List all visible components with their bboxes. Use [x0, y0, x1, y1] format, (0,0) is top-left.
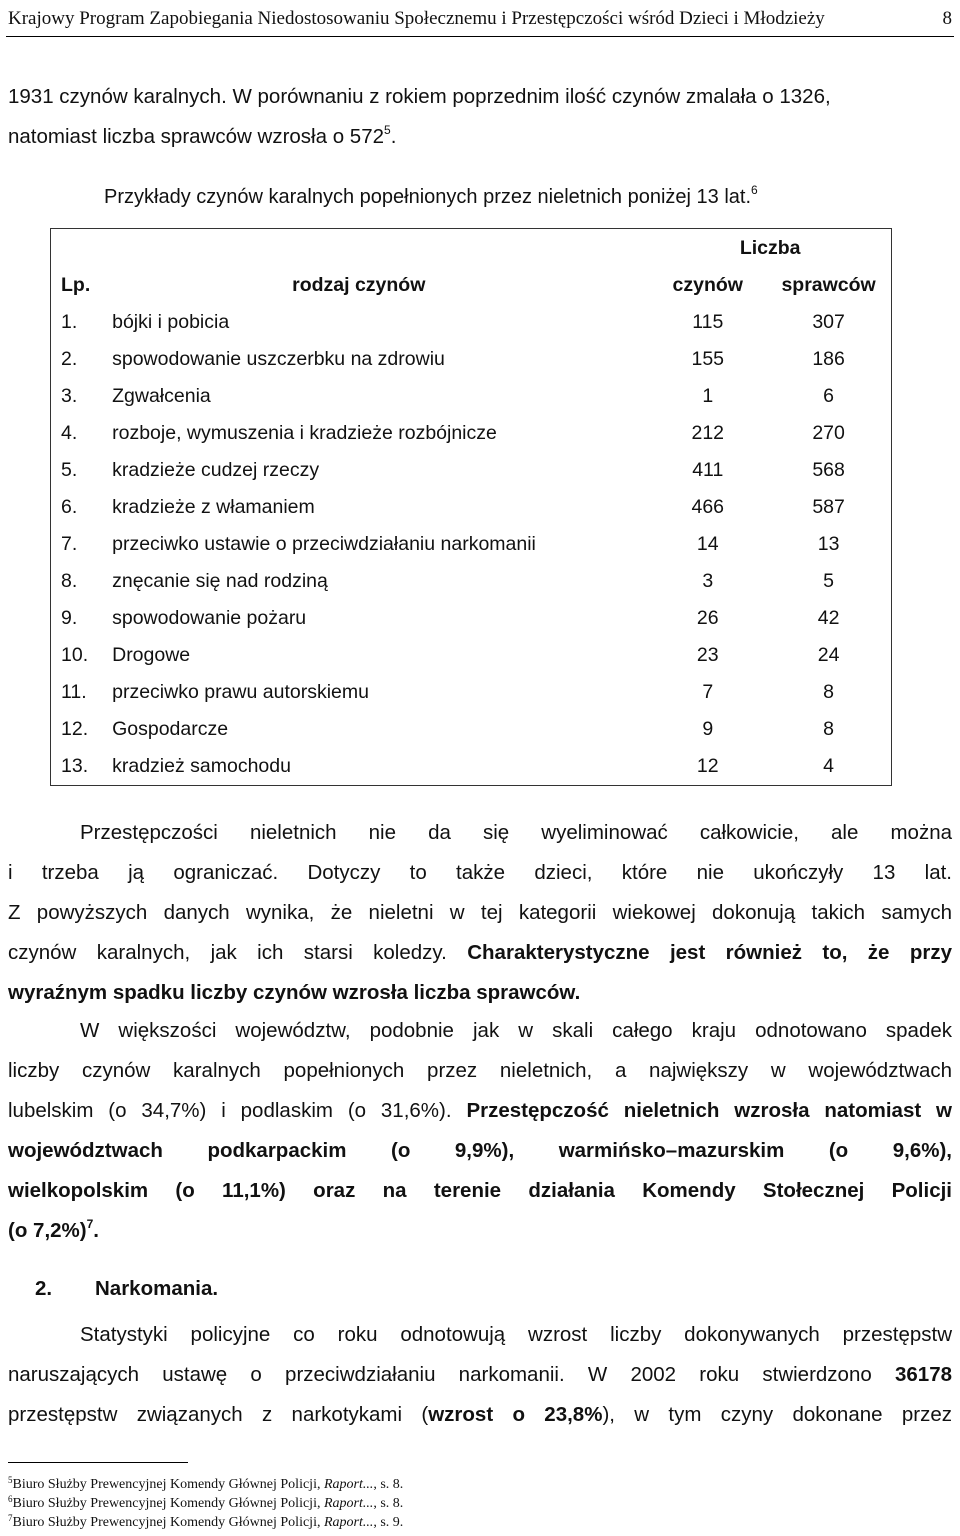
row-type: Drogowe — [112, 644, 191, 666]
row-lp: 3. — [61, 385, 78, 407]
page-number: 8 — [942, 8, 952, 29]
row-acts: 115 — [692, 311, 724, 333]
table-row — [51, 674, 892, 711]
row-lp: 7. — [61, 533, 78, 555]
row-lp: 8. — [61, 570, 78, 592]
row-type: bójki i pobicia — [112, 311, 230, 333]
row-acts: 7 — [702, 681, 714, 703]
intro-line-1: 1931 czynów karalnych. W porównaniu z rokiem poprzednim ilość czynów zmalała o 1326, — [8, 85, 831, 108]
row-acts: 23 — [696, 644, 719, 666]
row-lp: 5. — [61, 459, 78, 481]
row-offenders: 568 — [812, 459, 845, 481]
table-row — [51, 489, 892, 526]
col-type: rodzaj czynów — [292, 274, 426, 296]
paragraph-2: W większości województw, podobnie jak w skali całego kraju odnotowano spadek liczby czynów karalnych popełnionych przez nieletnich, a największy w województwach lubelskim (o 34,7%) i podlaskim (o 31,6%). Przestępczość nieletnich wzrosła natomiast w województwach podkarpackim (o 9,9%), warmińsko–mazurskim (o 9,6%), wielkopolskim (o 11,1%) oraz na terenie działania Komendy Stołecznej Policji (o 7,2%)$^7$. — [8, 1019, 952, 1242]
row-acts: 1 — [702, 385, 714, 407]
row-acts: 3 — [702, 570, 714, 592]
row-lp: 11. — [61, 681, 87, 703]
row-lp: 10. — [61, 644, 89, 666]
table-row — [51, 711, 892, 748]
row-acts: 466 — [691, 496, 725, 518]
table-row — [51, 600, 892, 637]
row-type: przeciwko ustawie o przeciwdziałaniu narkomanii — [112, 533, 536, 555]
footnote-ref-5: 5 — [384, 123, 391, 137]
row-acts: 12 — [696, 755, 719, 777]
row-type: kradzieże cudzej rzeczy — [112, 459, 320, 481]
row-offenders: 6 — [823, 385, 835, 407]
row-acts: 14 — [696, 533, 719, 555]
row-type: przeciwko prawu autorskiemu — [112, 681, 369, 703]
row-offenders: 270 — [812, 422, 845, 444]
table-caption: Przykłady czynów karalnych popełnionych przez nieletnich poniżej 13 lat.$^6$ — [104, 183, 758, 208]
row-offenders: 24 — [817, 644, 840, 666]
section-heading: 2. Narkomania. — [35, 1277, 219, 1300]
header-title: Krajowy Program Zapobiegania Niedostosowaniu Społecznemu i Przestępczości wśród Dzieci i Młodzieży — [8, 8, 825, 29]
row-offenders: 587 — [812, 496, 845, 518]
footnote: $^6$Biuro Służby Prewencyjnej Komendy Głównej Policji, Raport..., s. 8. — [8, 1494, 404, 1511]
row-offenders: 307 — [812, 311, 845, 333]
row-offenders: 186 — [812, 348, 845, 370]
row-acts: 212 — [691, 422, 725, 444]
table-row — [51, 452, 892, 489]
running-header — [6, 0, 954, 37]
row-acts: 9 — [702, 718, 714, 740]
row-lp: 9. — [61, 607, 78, 629]
table-row — [51, 304, 892, 341]
row-offenders: 13 — [817, 533, 840, 555]
intro-paragraph — [8, 77, 952, 157]
col-acts: czynów — [672, 274, 743, 296]
table-header-row-1 — [51, 229, 892, 268]
col-lp: Lp. — [61, 274, 91, 296]
table-row — [51, 378, 892, 415]
table-row — [51, 637, 892, 674]
row-type: spowodowanie uszczerbku na zdrowiu — [112, 348, 445, 370]
paragraph-1: Przestępczości nieletnich nie da się wyeliminować całkowicie, ale można i trzeba ją ograniczać. Dotyczy to także dzieci, które nie ukończyły 13 lat. Z powyższych danych wynika, że nieletni w tej kategorii wiekowej dokonują takich samych czynów karalnych, jak ich starsi koledzy. Charakterystyczne jest również to, że przy wyraźnym spadku liczby czynów wzrosła liczba sprawców. — [8, 821, 953, 1004]
row-offenders: 5 — [823, 570, 835, 592]
row-type: znęcanie się nad rodziną — [112, 570, 328, 592]
footnote-ref-6: 6 — [751, 183, 758, 197]
table-row — [51, 415, 892, 452]
offences-table — [50, 228, 892, 786]
row-type: Zgwałcenia — [112, 385, 211, 407]
row-offenders: 8 — [823, 681, 835, 703]
row-acts: 26 — [696, 607, 719, 629]
row-lp: 2. — [61, 348, 78, 370]
table-header-row-2 — [51, 267, 892, 304]
footnote-ref-7: 7 — [86, 1217, 94, 1231]
footnote: $^7$Biuro Służby Prewencyjnej Komendy Głównej Policji, Raport..., s. 9. — [8, 1513, 404, 1530]
row-offenders: 42 — [817, 607, 840, 629]
row-lp: 6. — [61, 496, 78, 518]
table-row — [51, 563, 892, 600]
row-lp: 13. — [61, 755, 89, 777]
row-acts: 155 — [691, 348, 725, 370]
table-row — [51, 341, 892, 378]
row-offenders: 4 — [823, 755, 835, 777]
row-type: kradzieże z włamaniem — [112, 496, 315, 518]
row-acts: 411 — [692, 459, 724, 481]
table-row — [51, 748, 892, 786]
intro-line-2: natomiast liczba sprawców wzrosła o $572^5$. — [8, 123, 397, 148]
row-offenders: 8 — [823, 718, 835, 740]
row-lp: 4. — [61, 422, 78, 444]
col-offenders: sprawców — [781, 274, 876, 296]
row-lp: 12. — [61, 718, 89, 740]
paragraph-3: Statystyki policyjne co roku odnotowują wzrost liczby dokonywanych przestępstw naruszających ustawę o przeciwdziałaniu narkomanii. W 2002 roku stwierdzono 36178 przestępstw związanych z narkotykami (wzrost o 23,8%), w tym czyny dokonane przez — [8, 1323, 953, 1426]
row-type: Gospodarcze — [112, 718, 229, 740]
table-row — [51, 526, 892, 563]
row-type: rozboje, wymuszenia i kradzieże rozbójnicze — [112, 422, 497, 444]
row-type: spowodowanie pożaru — [112, 607, 307, 629]
row-lp: 1. — [61, 311, 78, 333]
row-type: kradzież samochodu — [112, 755, 291, 777]
group-header-liczba: Liczba — [739, 236, 801, 259]
footnote-separator — [8, 1462, 188, 1463]
footnote: $^5$Biuro Służby Prewencyjnej Komendy Głównej Policji, Raport..., s. 8. — [8, 1475, 404, 1492]
